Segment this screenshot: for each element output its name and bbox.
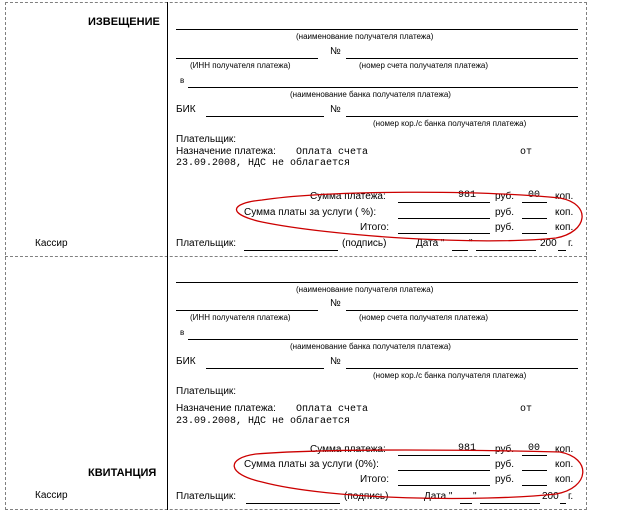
purpose-value: Оплата счета	[296, 404, 369, 415]
sum-kop-label: коп.	[555, 191, 574, 202]
service-fee-label: Сумма платы за услуги ( %):	[244, 207, 377, 218]
year-suffix: г.	[568, 491, 574, 502]
date-label: Дата "	[424, 491, 453, 502]
bank-prefix: в	[180, 328, 185, 337]
sum-kop-value: 00	[528, 443, 541, 454]
highlight-ellipse-receipt	[234, 450, 583, 498]
year-prefix: 200	[540, 238, 557, 249]
date-label: Дата "	[416, 238, 445, 249]
corr-caption: (номер кор./с банка получателя платежа)	[373, 119, 527, 128]
total-label: Итого:	[360, 474, 389, 485]
year-suffix: г.	[568, 238, 574, 249]
bank-caption: (наименование банка получателя платежа)	[290, 90, 451, 99]
bank-prefix: в	[180, 76, 185, 85]
corr-caption: (номер кор./с банка получателя платежа)	[373, 371, 527, 380]
total-kop-label: коп.	[555, 474, 574, 485]
inn-caption: (ИНН получателя платежа)	[190, 61, 291, 70]
account-caption: (номер счета получателя платежа)	[359, 61, 489, 70]
account-number-sign: №	[330, 298, 341, 309]
account-number-sign: №	[330, 46, 341, 57]
purpose-value: Оплата счета	[296, 147, 369, 158]
sum-kop-value: 00	[528, 190, 541, 201]
purpose-value-line2: 23.09.2008, НДС не облагается	[176, 158, 351, 169]
total-rub-label: руб.	[495, 222, 515, 233]
recipient-name-caption: (наименование получателя платежа)	[296, 32, 434, 41]
corr-number-sign: №	[330, 356, 341, 367]
sum-rub-value: 981	[458, 190, 477, 201]
purpose-from: от	[520, 147, 533, 158]
highlight-ellipse-notice	[236, 192, 582, 241]
payer-label: Плательщик:	[176, 134, 237, 145]
sum-kop-label: коп.	[555, 444, 574, 455]
cashier-label: Кассир	[35, 238, 68, 249]
signature-caption: (подпись)	[342, 238, 387, 249]
corr-number-sign: №	[330, 104, 341, 115]
bik-label: БИК	[176, 356, 196, 367]
date-quote: "	[473, 491, 477, 502]
bank-caption: (наименование банка получателя платежа)	[290, 342, 451, 351]
sign-payer-label: Плательщик:	[176, 491, 237, 502]
sum-rub-label: руб.	[495, 191, 515, 202]
sum-label: Сумма платежа:	[310, 444, 386, 455]
total-label: Итого:	[360, 222, 389, 233]
service-fee-label: Сумма платы за услуги (0%):	[244, 459, 379, 470]
cashier-label: Кассир	[35, 490, 68, 501]
sum-rub-value: 981	[458, 443, 477, 454]
notice-title: ИЗВЕЩЕНИЕ	[88, 16, 160, 28]
inn-caption: (ИНН получателя платежа)	[190, 313, 291, 322]
bik-label: БИК	[176, 104, 196, 115]
service-rub-label: руб.	[495, 459, 515, 470]
date-quote: "	[469, 238, 473, 249]
receipt-title: КВИТАНЦИЯ	[88, 467, 157, 479]
service-rub-label: руб.	[495, 207, 515, 218]
purpose-value-line2: 23.09.2008, НДС не облагается	[176, 416, 351, 427]
account-caption: (номер счета получателя платежа)	[359, 313, 489, 322]
payer-label: Плательщик:	[176, 386, 237, 397]
sign-payer-label: Плательщик:	[176, 238, 237, 249]
recipient-name-caption: (наименование получателя платежа)	[296, 285, 434, 294]
signature-caption: (подпись)	[344, 491, 389, 502]
total-kop-label: коп.	[555, 222, 574, 233]
service-kop-label: коп.	[555, 207, 574, 218]
sum-rub-label: руб.	[495, 444, 515, 455]
total-rub-label: руб.	[495, 474, 515, 485]
sum-label: Сумма платежа:	[310, 191, 386, 202]
year-prefix: 200	[542, 491, 559, 502]
service-kop-label: коп.	[555, 459, 574, 470]
purpose-label: Назначение платежа:	[176, 403, 276, 414]
purpose-label: Назначение платежа:	[176, 146, 276, 157]
purpose-from: от	[520, 404, 533, 415]
